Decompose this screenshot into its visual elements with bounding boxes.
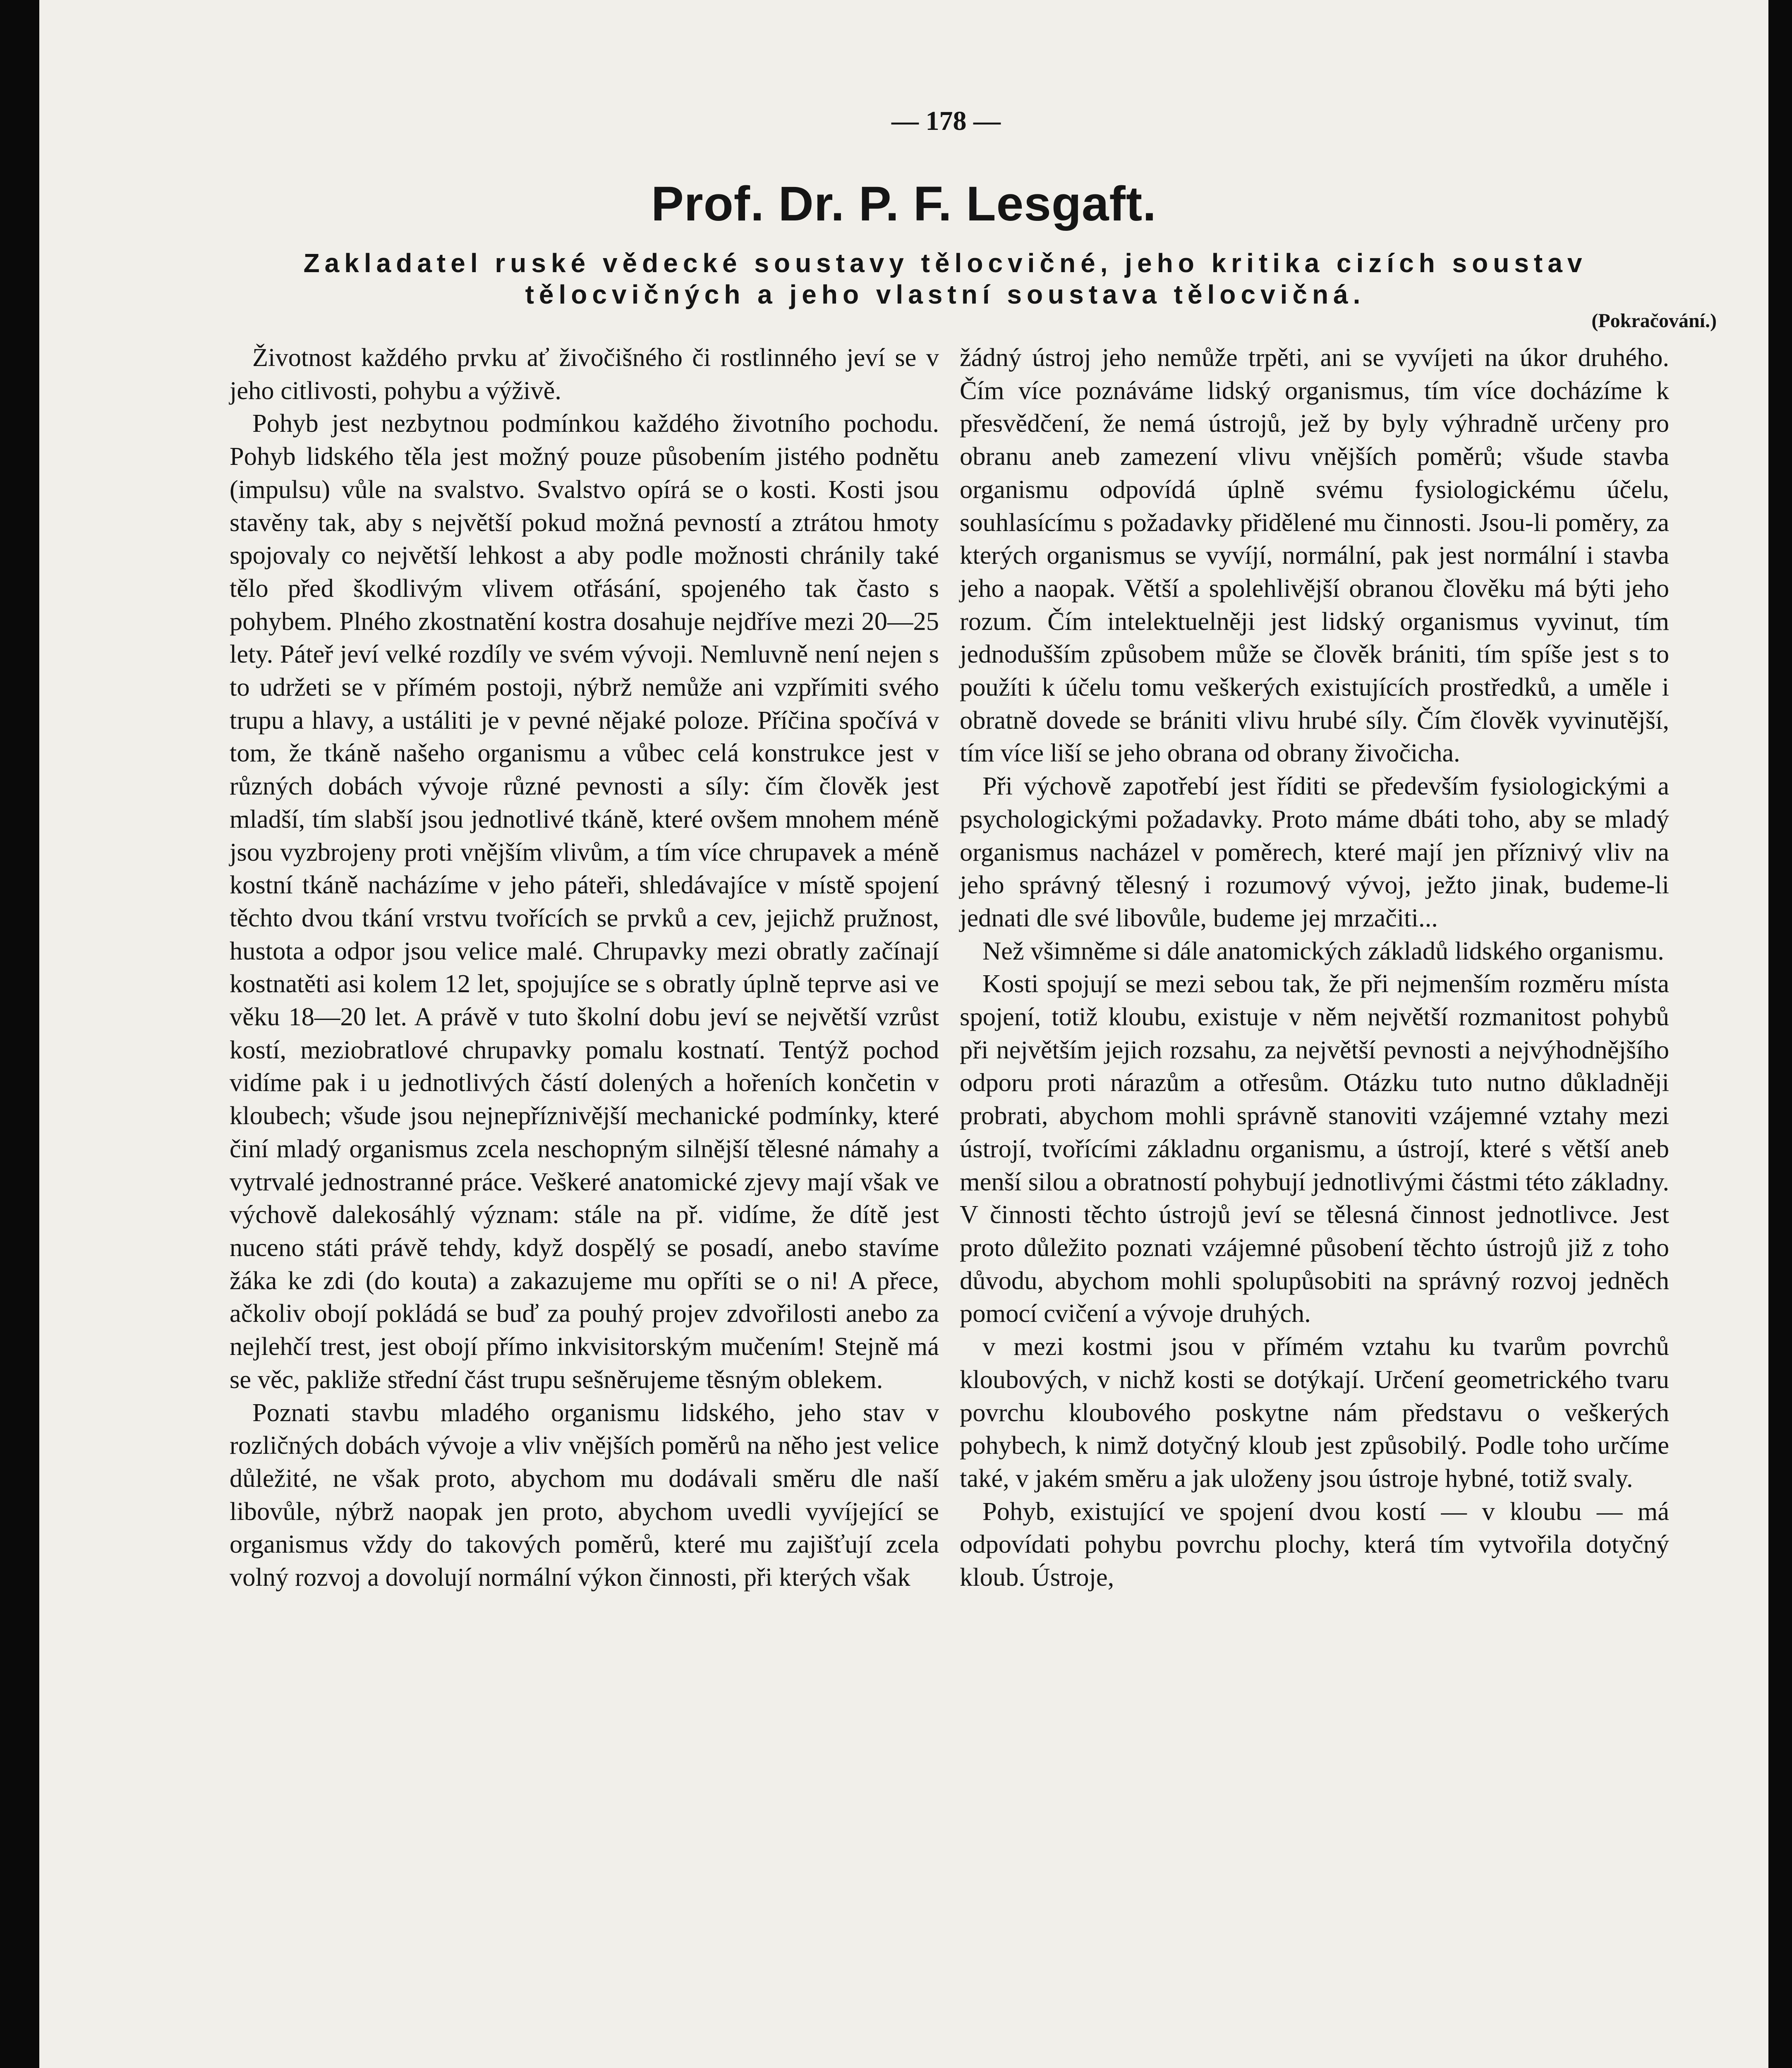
left-column	[230, 341, 939, 1594]
document-page	[39, 0, 1768, 2068]
subtitle-line: tělocvičných a jeho vlastní soustava tělocvičná.	[525, 280, 1366, 309]
article-title: Prof. Dr. P. F. Lesgaft.	[651, 177, 1157, 231]
paragraph: Pohyb, existující ve spojení dvou kostí — v kloubu — má odpovídati pohybu povrchu plochy, která tím vytvořila dotyčný kloub. Ústroje,	[960, 1496, 1669, 1592]
right-column	[960, 341, 1669, 1594]
article-subtitle	[221, 247, 1669, 310]
page-number: — 178 —	[891, 106, 1001, 136]
paragraph: Než všimněme si dále anatomických základů lidského organismu.	[982, 936, 1664, 965]
paragraph: Kosti spojují se mezi sebou tak, že při nejmenším rozměru místa spojení, totiž kloubu, existuje v něm největší rozmanitost pohybů při největším jejich rozsahu, za největší pevnosti a nejvýhodnějšího odporu proti nárazům a otřesům. Otázku tuto nutno důkladněji probrati, abychom mohli správně stanoviti vzájemné vztahy mezi ústrojí, tvořícími základnu organismu, a ústrojí, které s větší aneb menší silou a obratností pohybují jednotlivými částmi této základny. V činnosti těchto ústrojů jeví se tělesná činnost jednotlivce. Jest proto důležito poznati vzájemné působení těchto ústrojů již z toho důvodu, abychom mohli spolupůsobiti na správný rozvoj jedněch pomocí cvičení a vývoje druhých.	[960, 969, 1669, 1328]
paragraph: Poznati stavbu mladého organismu lidského, jeho stav v rozličných dobách vývoje a vliv vnějších poměrů na něho jest velice důležité, ne však proto, abychom mu dodávali směru dle naší libovůle, nýbrž naopak jen proto, abychom uvedli vyvíjející se organismus vždy do takových poměrů, které mu zajišťují zcela volný rozvoj a dovolují normální výkon činnosti, při kterých však	[230, 1398, 939, 1592]
paragraph: žádný ústroj jeho nemůže trpěti, ani se vyvíjeti na úkor druhého. Čím více poznáváme lidský organismus, tím více docházíme k přesvědčení, že nemá ústrojů, jež by byly výhradně určeny pro obranu aneb zamezení vlivu vnějších poměrů; všude stavba organismu odpovídá úplně svému fysiologickému účelu, souhlasícímu s požadavky přidělené mu činnosti. Jsou-li poměry, za kterých organismus se vyvíjí, normální, pak jest normální i stavba jeho a naopak. Větší a spolehlivější obranou člověku má býti jeho rozum. Čím intelektuelněji jest lidský organismus vyvinut, tím jednodušším způsobem může se člověk brániti, tím spíše jest s to použíti k účelu tomu veškerých existujících prostředků, a uměle i obratně dovede se brániti vlivu hrubé síly. Čím člověk vyvinutější, tím více liší se jeho obrana od obrany živočicha.	[960, 343, 1669, 768]
paragraph: Pohyb jest nezbytnou podmínkou každého životního pochodu. Pohyb lidského těla jest možný pouze působením jistého podnětu (impulsu) vůle na svalstvo. Svalstvo opírá se o kosti. Kosti jsou stavěny tak, aby s největší pokud možná pevností a ztrátou hmoty spojovaly co největší lehkost a aby podle možnosti chránily také tělo před škodlivým vlivem otřásání, spojeného tak často s pohybem. Plného zkostnatění kostra dosahuje nejdříve mezi 20—25 lety. Páteř jeví velké rozdíly ve svém vývoji. Nemluvně není nejen s to udržeti se v přímém postoji, nýbrž nemůže ani vzpřímiti svého trupu a hlavy, a ustáliti je v pevné nějaké poloze. Příčina spočívá v tom, že tkáně našeho organismu a vůbec celá konstrukce jest v různých dobách vývoje různé pevnosti a síly: čím člověk jest mladší, tím slabší jsou jednotlivé tkáně, které ovšem mnohem méně jsou vyzbrojeny proti vnějším vlivům, a tím více chrupavek a méně kostní tkáně nacházíme v jeho páteři, shledávajíce v místě spojení těchto dvou tkání vrstvu tvořících se prvků a cev, jejichž pružnost, hustota a odpor jsou velice malé. Chrupavky mezi obratly začínají kostnatěti asi kolem 12 let, spojujíce se s obratly úplně teprve asi ve věku 18—20 let. A právě v tuto školní dobu jeví se největší vzrůst kostí, meziobratlové chrupavky pomalu kostnatí. Tentýž pochod vidíme pak i u jednotlivých částí dolených a hořeních končetin v kloubech; všude jsou nejnepříznivější mechanické podmínky, které činí mladý organismus zcela neschopným silnější tělesné námahy a vytrvalé jednostranné práce. Veškeré anatomické zjevy mají však ve výchově dalekosáhlý význam: stále na př. vidíme, že dítě jest nuceno státi právě tehdy, když dospělý se posadí, anebo stavíme žáka ke zdi (do kouta) a zakazujeme mu opříti se o ni! A přece, ačkoliv obojí pokládá se buď za pouhý projev zdvořilosti anebo za nejlehčí trest, jest obojí přímo inkvisitorským mučením! Stejně má se věc, pakliže střední část trupu sešněrujeme těsným oblekem.	[230, 409, 939, 1394]
paragraph: v mezi kostmi jsou v přímém vztahu ku tvarům povrchů kloubových, v nichž kosti se dotýkají. Určení geometrického tvaru povrchu kloubového poskytne nám představu o veškerých pohybech, k nimž dotyčný kloub jest způsobilý. Podle toho určíme také, v jakém směru a jak uloženy jsou ústroje hybné, totiž svaly.	[960, 1332, 1669, 1493]
paragraph: Při výchově zapotřebí jest říditi se především fysiologickými a psychologickými požadavky. Proto máme dbáti toho, aby se mladý organismus nacházel v poměrech, které mají jen příznivý vliv na jeho správný tělesný i rozumový vývoj, ježto jinak, budeme-li jednati dle své libovůle, budeme jej mrzačiti...	[960, 771, 1669, 932]
paragraph: Životnost každého prvku ať živočišného či rostlinného jeví se v jeho citlivosti, pohybu a výživě.	[230, 343, 939, 405]
continued-note: (Pokračování.)	[1591, 310, 1717, 332]
subtitle-line: Zakladatel ruské vědecké soustavy tělocvičné, jeho kritika cizích soustav	[303, 248, 1587, 278]
